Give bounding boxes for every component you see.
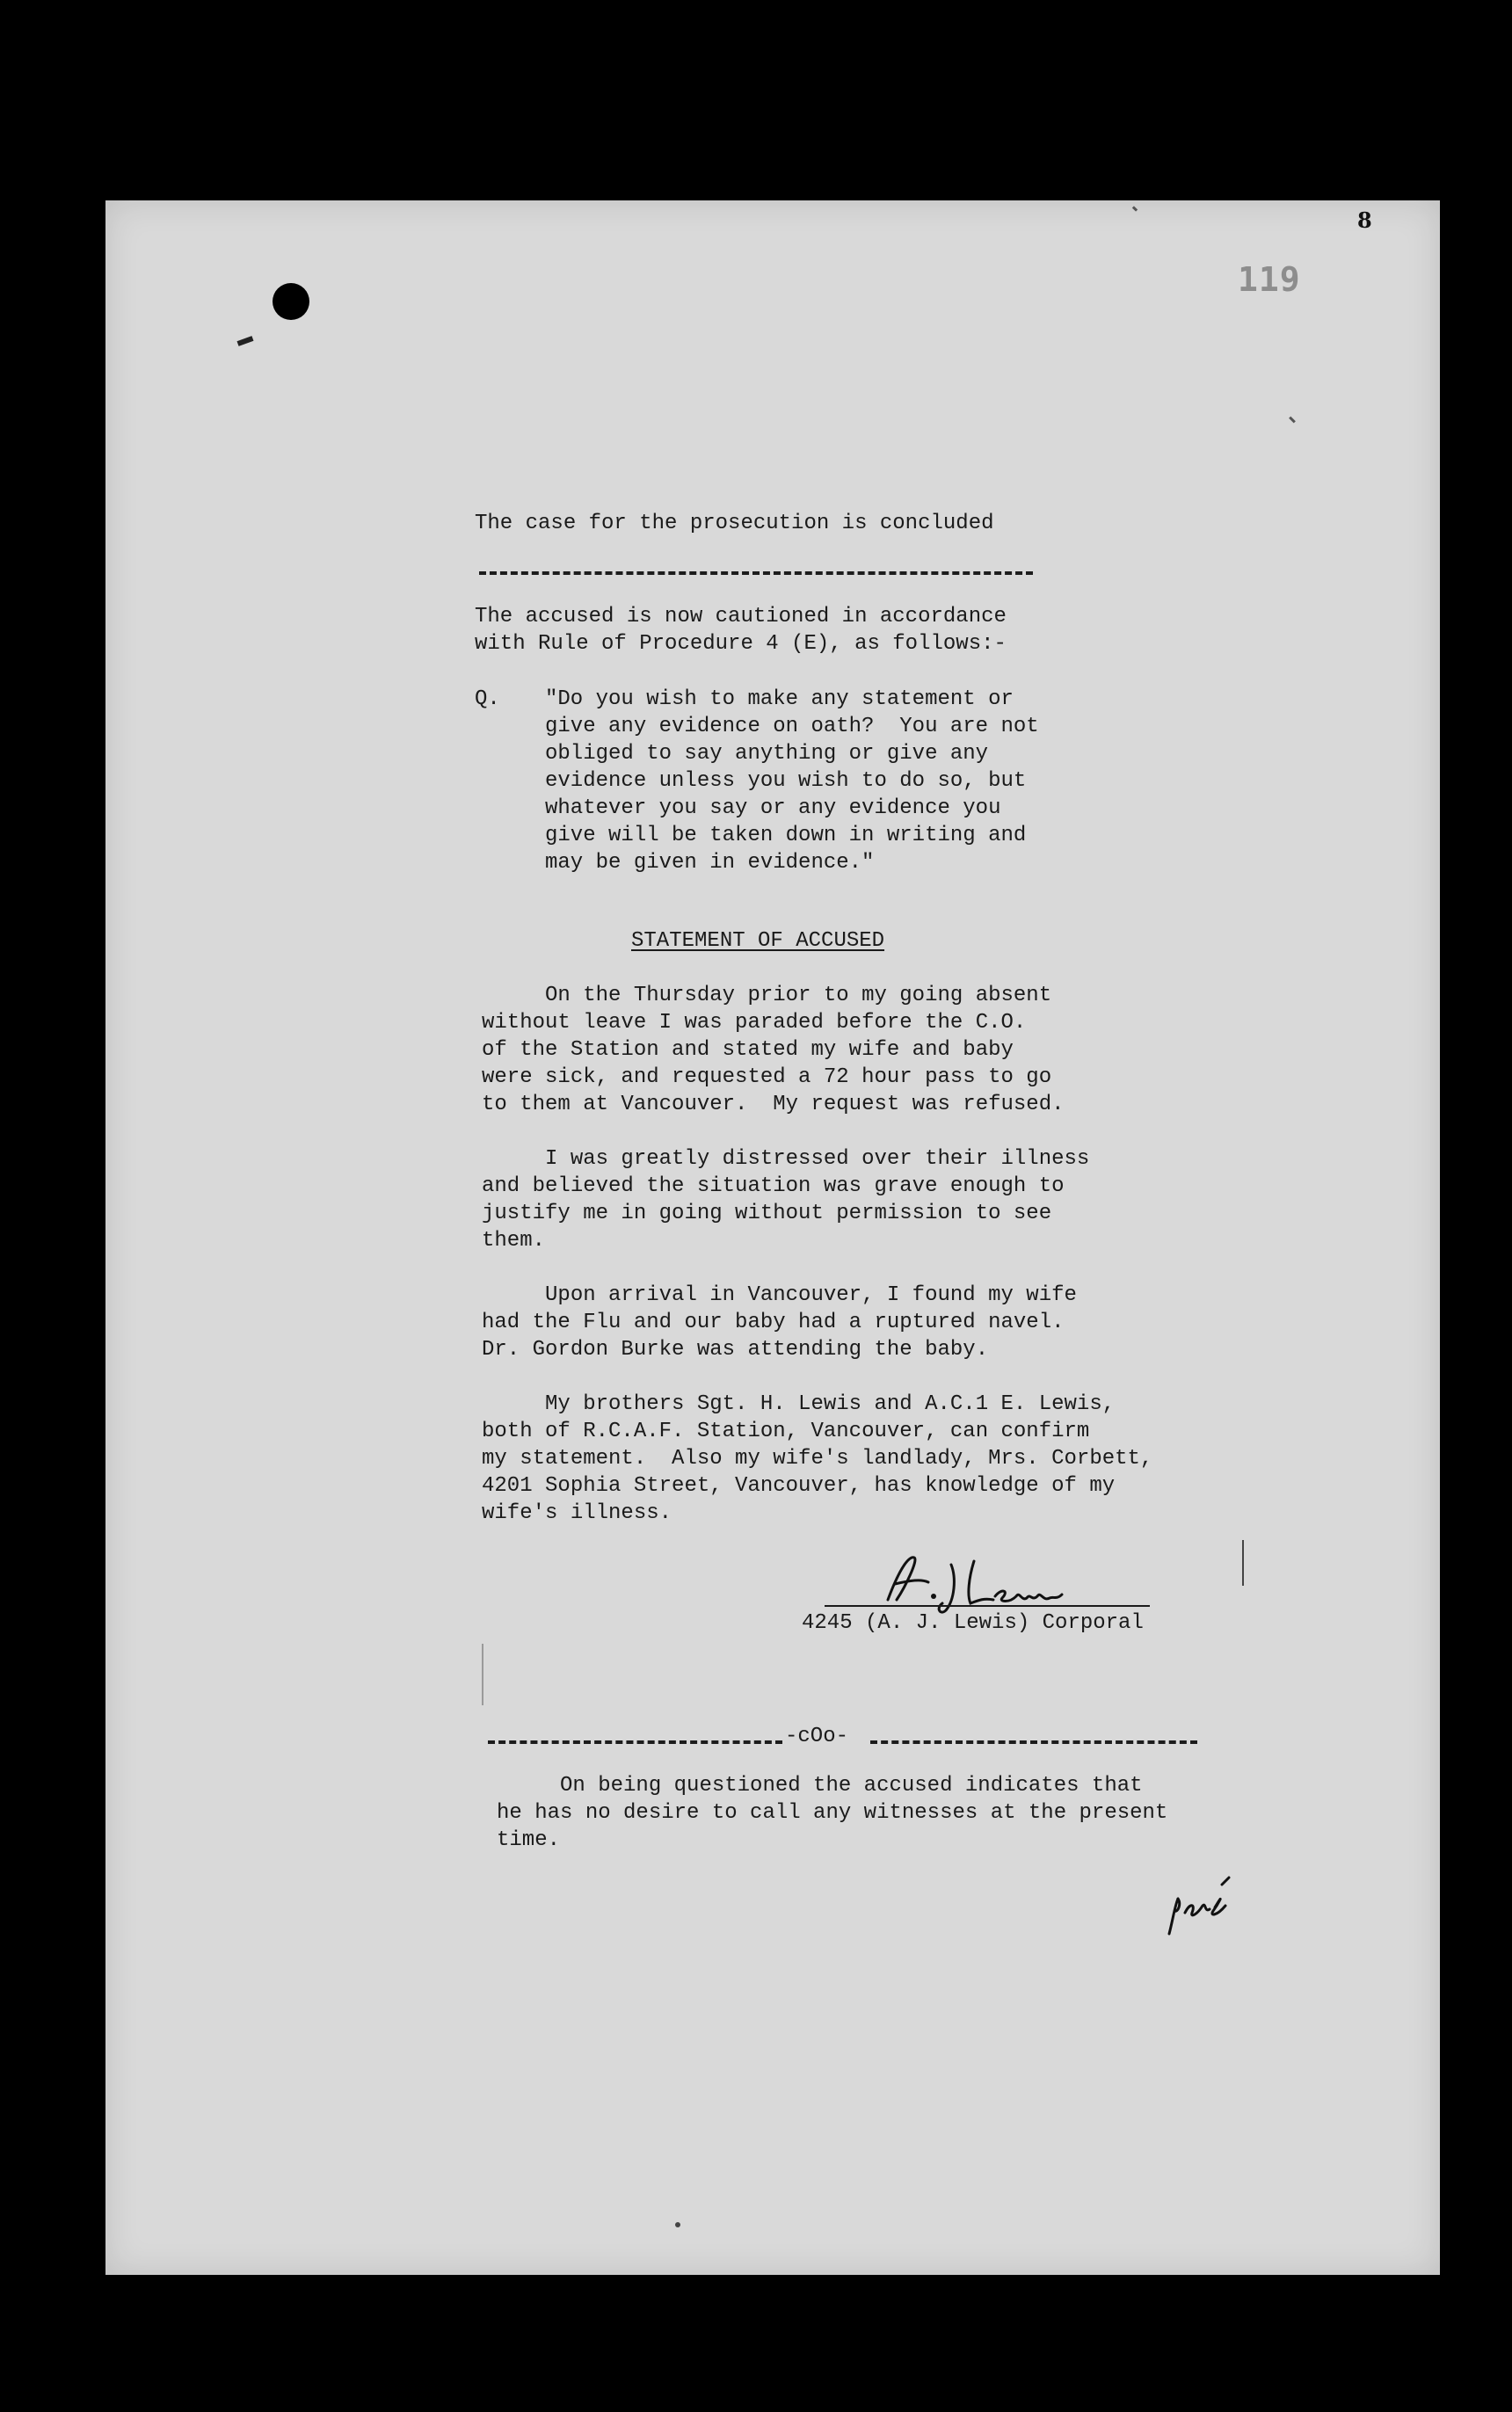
statement-line: both of R.C.A.F. Station, Vancouver, can confirm — [482, 1420, 1090, 1443]
question-line: obliged to say anything or give any — [545, 742, 989, 766]
statement-line: them. — [482, 1229, 546, 1253]
statement-line: were sick, and requested a 72 hour pass to go — [482, 1065, 1052, 1089]
statement-line: and believed the situation was grave enough to — [482, 1174, 1065, 1198]
statement-line: justify me in going without permission to see — [482, 1202, 1052, 1225]
statement-line: Upon arrival in Vancouver, I found my wife — [482, 1283, 1077, 1307]
separator-label: -cOo- — [785, 1725, 849, 1748]
closing-line: time. — [497, 1828, 561, 1852]
caution-intro-line: The accused is now cautioned in accordance — [475, 605, 1007, 628]
statement-line: of the Station and stated my wife and baby — [482, 1038, 1014, 1062]
margin-tick — [1242, 1540, 1244, 1586]
statement-line: had the Flu and our baby had a ruptured navel. — [482, 1311, 1065, 1334]
statement-line: wife's illness. — [482, 1501, 672, 1525]
statement-line: without leave I was paraded before the C.O. — [482, 1011, 1027, 1035]
statement-line: On the Thursday prior to my going absent — [482, 984, 1052, 1007]
typed-signature: 4245 (A. J. Lewis) Corporal — [802, 1611, 1144, 1635]
question-line: give will be taken down in writing and — [545, 824, 1027, 847]
separator-dash-left — [488, 1740, 782, 1744]
punch-hole — [273, 283, 309, 320]
signature-line — [825, 1605, 1150, 1607]
question-line: give any evidence on oath? You are not — [545, 715, 1039, 738]
prosecution-concluded-line: The case for the prosecution is concluded — [475, 512, 994, 535]
statement-line: My brothers Sgt. H. Lewis and A.C.1 E. Lewis, — [482, 1392, 1116, 1416]
question-line: "Do you wish to make any statement or — [545, 687, 1014, 711]
statement-line: Dr. Gordon Burke was attending the baby. — [482, 1338, 989, 1362]
corner-mark: 8 — [1357, 207, 1372, 233]
separator-dash-right — [870, 1740, 1197, 1744]
question-line: whatever you say or any evidence you — [545, 796, 1001, 820]
statement-line: to them at Vancouver. My request was refused. — [482, 1093, 1065, 1116]
closing-line: he has no desire to call any witnesses at the present — [497, 1801, 1168, 1825]
closing-line: On being questioned the accused indicates that — [497, 1774, 1143, 1798]
statement-line: my statement. Also my wife's landlady, Mrs. Corbett, — [482, 1447, 1153, 1471]
statement-line: I was greatly distressed over their illness — [482, 1147, 1090, 1171]
statement-heading: STATEMENT OF ACCUSED — [631, 929, 885, 953]
question-line: may be given in evidence." — [545, 851, 875, 875]
margin-tick — [675, 2222, 680, 2227]
statement-line: 4201 Sophia Street, Vancouver, has knowledge of my — [482, 1474, 1116, 1498]
handwritten-initials — [1160, 1872, 1239, 1943]
handwritten-signature — [870, 1547, 1090, 1617]
question-line: evidence unless you wish to do so, but — [545, 769, 1027, 793]
margin-tick — [482, 1644, 483, 1705]
header-dashed-rule — [479, 571, 1033, 575]
question-label: Q. — [475, 687, 500, 711]
page-number-stamp: 119 — [1238, 260, 1301, 299]
caution-intro-line: with Rule of Procedure 4 (E), as follows:- — [475, 632, 1007, 656]
